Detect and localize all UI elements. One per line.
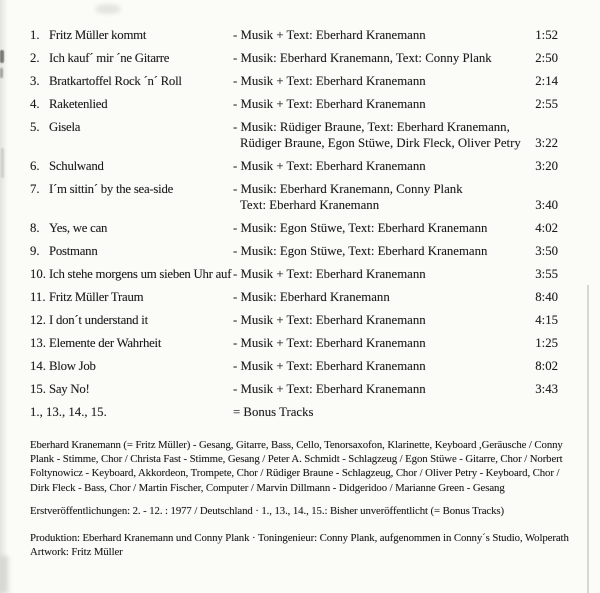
track-duration: 4:02 [535,221,558,235]
track-credit-line-1: - Musik: Eberhard Kranemann, Conny Plank [233,182,463,196]
track-credit: - Musik: Egon Stüwe, Text: Eberhard Kranemann [233,221,488,235]
track-row [30,335,558,351]
track-row [30,119,558,151]
track-number: 14. [30,359,46,373]
track-number: 11. [30,290,46,304]
track-credit [233,181,513,213]
track-duration: 1:25 [535,336,558,350]
track-number: 15. [30,382,46,396]
track-title: Blow Job [49,359,96,373]
track-row [30,158,558,174]
track-number: 3. [30,74,40,88]
track-duration: 2:50 [535,51,558,65]
track-number: 10. [30,267,46,281]
track-duration: 3:43 [535,382,558,396]
track-duration: 2:55 [535,97,558,111]
track-credit: - Musik + Text: Eberhard Kranemann [233,28,426,42]
musicians-line: Foltynowicz - Keyboard, Akkordeon, Trompete, Chor / Rüdiger Braune - Schlagzeug, Chor / Oliver Petry - Keyboard, Chor / [30,467,560,480]
track-credit: - Musik + Text: Eberhard Kranemann [233,359,426,373]
production-block [30,531,572,559]
bonus-tracks-row [30,404,558,420]
track-row [30,181,558,213]
track-number: 13. [30,336,46,350]
track-title: Fritz Müller Traum [49,290,144,304]
track-title: I´m sittin´ by the sea-side [49,182,174,196]
track-row [30,243,558,259]
track-title: Bratkartoffel Rock ´n´ Roll [49,74,182,88]
track-credit: - Musik: Egon Stüwe, Text: Eberhard Kranemann [233,244,488,258]
track-title: Fritz Müller kommt [49,28,147,42]
musicians-line: Plank - Stimme, Chor / Christa Fast - Stimme, Gesang / Peter A. Schmidt - Schlagzeug / Egon Stüwe - Gitarre, Chor / Norbert [30,453,563,466]
track-number: 9. [30,244,40,258]
track-credit: - Musik + Text: Eberhard Kranemann [233,159,426,173]
musicians-paragraph [30,438,572,495]
track-row [30,289,558,305]
track-number: 12. [30,313,46,327]
artwork-credit: Artwork: Fritz Müller [30,546,123,559]
first-release-note: Erstveröffentlichungen: 2. - 12. : 1977 / Deutschland · 1., 13., 14., 15.: Bisher unveröffentlicht (= Bonus Tracks) [30,504,504,517]
track-credit-line-2: Text: Eberhard Kranemann [240,198,380,212]
track-row [30,220,558,236]
track-number: 1. [30,28,40,42]
track-credit: - Musik + Text: Eberhard Kranemann [233,267,426,281]
track-title: Schulwand [49,159,104,173]
track-credit-line-1: - Musik: Rüdiger Braune, Text: Eberhard Kranemann, [233,120,510,134]
musicians-line: Dirk Fleck - Bass, Chor / Martin Fischer, Computer / Marvin Dillmann - Didgeridoo / Marianne Green - Gesang [30,481,505,494]
track-credit-line-2: Rüdiger Braune, Egon Stüwe, Dirk Fleck, Oliver Petry [240,136,521,150]
track-title: Say No! [49,382,90,396]
musicians-line: Eberhard Kranemann (= Fritz Müller) - Gesang, Gitarre, Bass, Cello, Tenorsaxofon, Klarinette, Keyboard ,Geräusche / Conny [30,439,563,451]
track-duration: 8:02 [535,359,558,373]
production-credit: Produktion: Eberhard Kranemann und Conny Plank · Toningenieur: Conny Plank, aufgenommen in Conny´s Studio, Wolperath [30,532,569,545]
track-row [30,266,558,282]
track-number: 5. [30,120,40,134]
track-row [30,73,558,89]
track-duration: 3:22 [535,136,558,150]
track-number: 8. [30,221,40,235]
track-duration: 1:52 [535,28,558,42]
track-number: 4. [30,97,40,111]
track-credit: - Musik: Eberhard Kranemann, Text: Conny Plank [233,51,492,65]
track-duration: 3:20 [535,159,558,173]
track-duration: 3:55 [535,267,558,281]
track-title: Raketenlied [49,97,108,111]
track-title: Gisela [49,120,81,134]
track-number: 2. [30,51,40,65]
track-credit: - Musik + Text: Eberhard Kranemann [233,382,426,396]
track-title: Elemente der Wahrheit [49,336,162,350]
track-row [30,27,558,43]
scan-artifact-corner-shade [0,556,9,593]
track-credit: - Musik + Text: Eberhard Kranemann [233,97,426,111]
bonus-track-numbers: 1., 13., 14., 15. [30,405,107,419]
track-duration: 8:40 [535,290,558,304]
track-credit: - Musik + Text: Eberhard Kranemann [233,313,426,327]
track-title: Yes, we can [49,221,108,235]
track-row [30,381,558,397]
track-duration: 3:50 [535,244,558,258]
track-title: I don´t understand it [49,313,148,327]
track-duration: 2:14 [535,74,558,88]
track-title: Postmann [49,244,98,258]
track-row [30,50,558,66]
track-duration: 4:15 [535,313,558,327]
track-row [30,96,558,112]
track-duration: 3:40 [535,198,558,212]
track-number: 6. [30,159,40,173]
track-row [30,358,558,374]
track-row [30,312,558,328]
track-credit: - Musik: Eberhard Kranemann [233,290,390,304]
credits-block [0,438,600,559]
track-credit [233,119,521,151]
track-credit: - Musik + Text: Eberhard Kranemann [233,336,426,350]
track-title: Ich stehe morgens um sieben Uhr auf [49,267,232,281]
track-credit: - Musik + Text: Eberhard Kranemann [233,74,426,88]
bonus-tracks-label: = Bonus Tracks [233,405,314,419]
track-number: 7. [30,182,40,196]
track-title: Ich kauf´ mir ´ne Gitarre [49,51,170,65]
